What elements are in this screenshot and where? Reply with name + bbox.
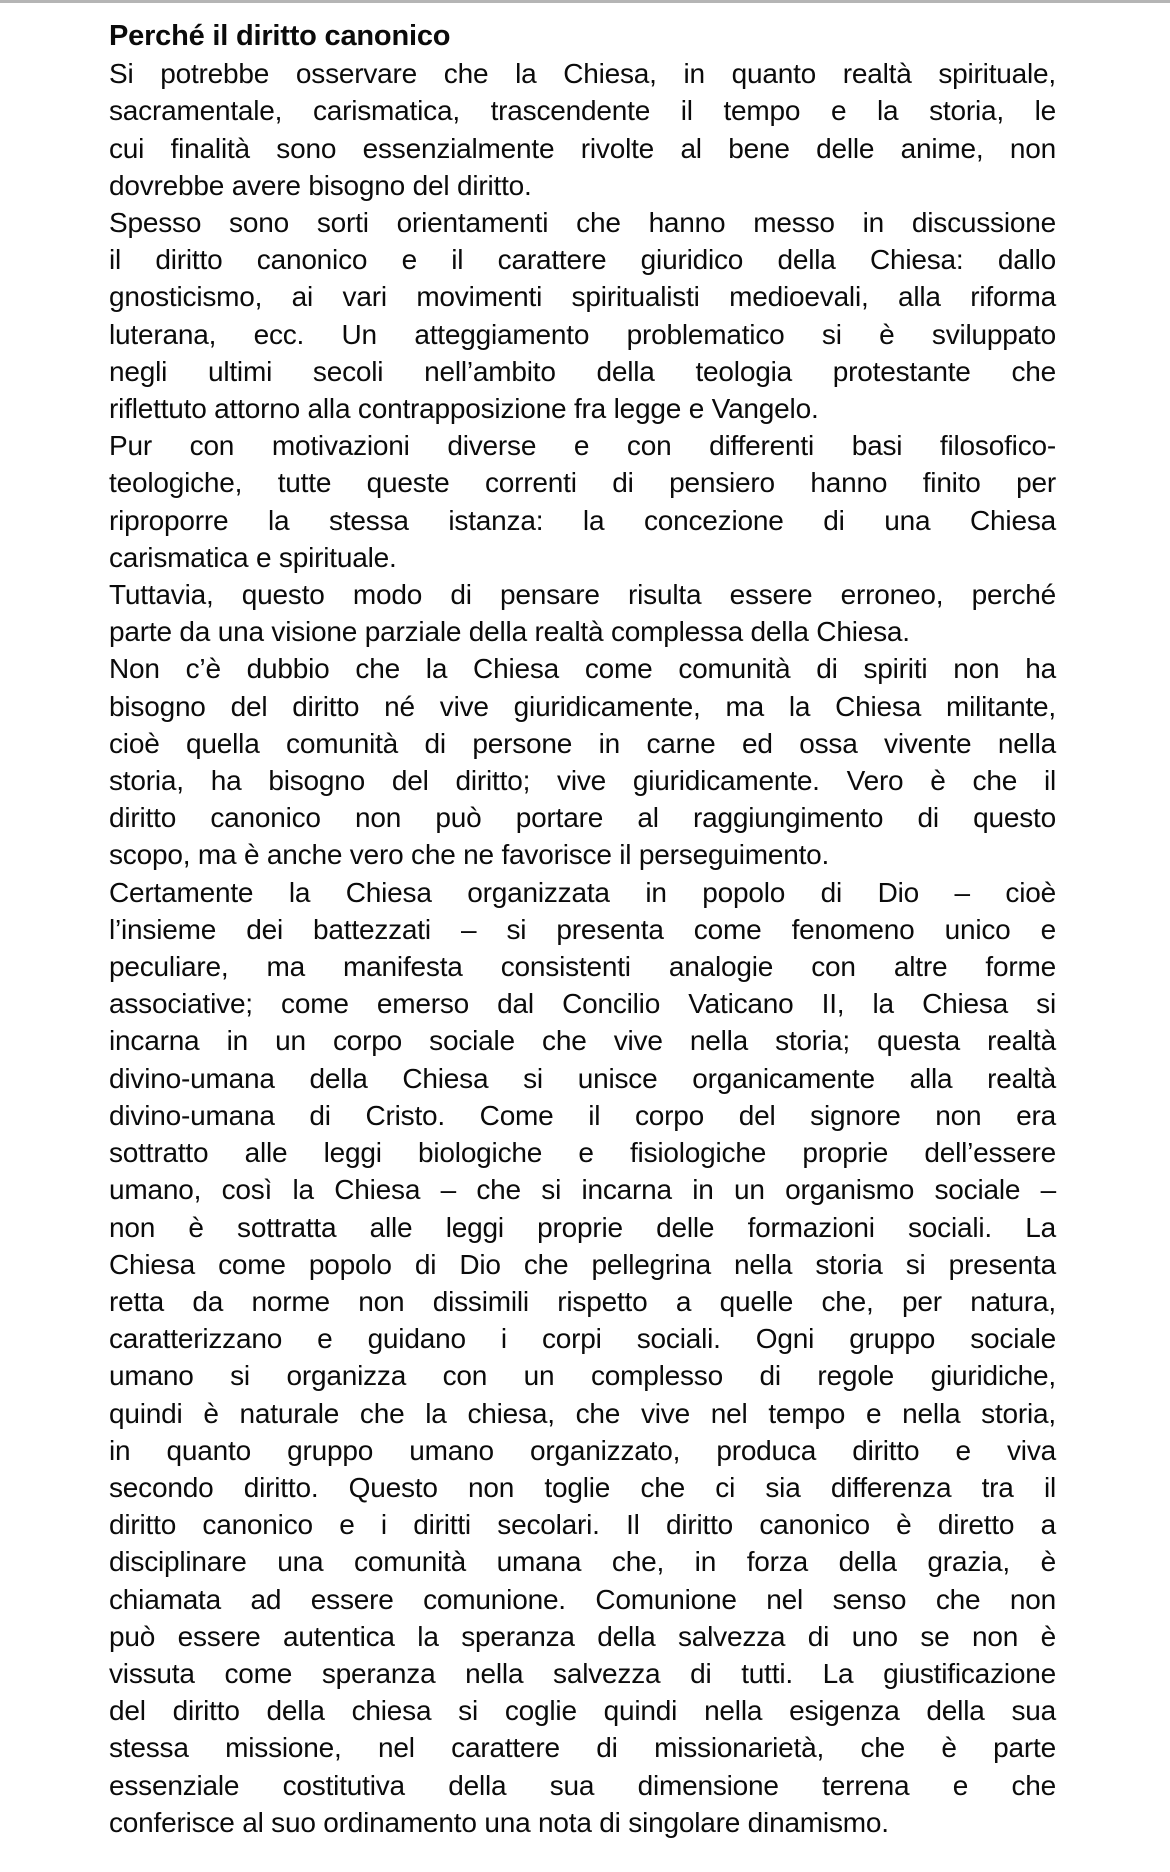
- paragraph: [109, 55, 1056, 204]
- text-line: teologiche, tutte queste correnti di pensiero hanno finito per: [109, 467, 1056, 499]
- text-line: retta da norme non dissimili rispetto a quelle che, per natura,: [109, 1285, 1056, 1317]
- text-line: Pur con motivazioni diverse e con differenti basi filosofico-: [109, 430, 1056, 462]
- paragraph: [109, 576, 1056, 650]
- text-line: non è sottratta alle leggi proprie delle formazioni sociali. La: [109, 1211, 1056, 1243]
- text-line: il diritto canonico e il carattere giuridico della Chiesa: dallo: [109, 244, 1056, 276]
- text-line: umano, così la Chiesa – che si incarna in un organismo sociale –: [109, 1174, 1056, 1206]
- text-line: del diritto della chiesa si coglie quindi nella esigenza della sua: [109, 1695, 1056, 1727]
- paragraph: [109, 204, 1056, 427]
- text-line: vissuta come speranza nella salvezza di tutti. La giustificazione: [109, 1657, 1056, 1689]
- text-line: cioè quella comunità di persone in carne ed ossa vivente nella: [109, 727, 1056, 759]
- text-line: disciplinare una comunità umana che, in forza della grazia, è: [109, 1546, 1056, 1578]
- text-line: secondo diritto. Questo non toglie che ci sia differenza tra il: [109, 1471, 1056, 1503]
- text-line: negli ultimi secoli nell’ambito della teologia protestante che: [109, 355, 1056, 387]
- text-line: Certamente la Chiesa organizzata in popolo di Dio – cioè: [109, 876, 1056, 908]
- text-line: Si potrebbe osservare che la Chiesa, in quanto realtà spirituale,: [109, 58, 1056, 90]
- paragraph: [109, 874, 1056, 1841]
- text-line: carismatica e spirituale.: [109, 541, 397, 573]
- text-line: essenziale costitutiva della sua dimensione terrena e che: [109, 1769, 1056, 1801]
- text-line: Non c’è dubbio che la Chiesa come comunità di spiriti non ha: [109, 653, 1056, 685]
- text-line: gnosticismo, ai vari movimenti spiritualisti medioevali, alla riforma: [109, 281, 1056, 313]
- text-line: umano si organizza con un complesso di regole giuridiche,: [109, 1360, 1056, 1392]
- document-title: Perché il diritto canonico: [109, 20, 451, 52]
- text-line: cui finalità sono essenzialmente rivolte al bene delle anime, non: [109, 132, 1056, 164]
- text-line: dovrebbe avere bisogno del diritto.: [109, 169, 532, 201]
- text-line: divino-umana di Cristo. Come il corpo del signore non era: [109, 1099, 1056, 1131]
- text-line: storia, ha bisogno del diritto; vive giuridicamente. Vero è che il: [109, 765, 1056, 797]
- text-line: parte da una visione parziale della realtà complessa della Chiesa.: [109, 616, 910, 648]
- text-line: scopo, ma è anche vero che ne favorisce il perseguimento.: [109, 839, 830, 871]
- text-line: conferisce al suo ordinamento una nota di singolare dinamismo.: [109, 1806, 889, 1838]
- text-line: diritto canonico non può portare al raggiungimento di questo: [109, 802, 1056, 834]
- text-line: sottratto alle leggi biologiche e fisiologiche proprie dell’essere: [109, 1137, 1056, 1169]
- paragraph: [109, 650, 1056, 873]
- text-line: Chiesa come popolo di Dio che pellegrina nella storia si presenta: [109, 1248, 1056, 1280]
- text-line: sacramentale, carismatica, trascendente il tempo e la storia, le: [109, 95, 1056, 127]
- text-line: quindi è naturale che la chiesa, che vive nel tempo e nella storia,: [109, 1397, 1056, 1429]
- top-edge-bar: [0, 0, 1170, 3]
- text-line: divino-umana della Chiesa si unisce organicamente alla realtà: [109, 1062, 1056, 1094]
- text-line: chiamata ad essere comunione. Comunione nel senso che non: [109, 1583, 1056, 1615]
- paragraph: [109, 427, 1056, 576]
- text-line: stessa missione, nel carattere di missionarietà, che è parte: [109, 1732, 1056, 1764]
- text-line: luterana, ecc. Un atteggiamento problematico si è sviluppato: [109, 318, 1056, 350]
- text-line: l’insieme dei battezzati – si presenta come fenomeno unico e: [109, 913, 1056, 945]
- text-line: può essere autentica la speranza della salvezza di uno se non è: [109, 1620, 1056, 1652]
- text-line: in quanto gruppo umano organizzato, produca diritto e viva: [109, 1434, 1056, 1466]
- text-line: peculiare, ma manifesta consistenti analogie con altre forme: [109, 951, 1056, 983]
- text-line: diritto canonico e i diritti secolari. Il diritto canonico è diretto a: [109, 1509, 1056, 1541]
- text-line: bisogno del diritto né vive giuridicamente, ma la Chiesa militante,: [109, 690, 1056, 722]
- text-line: caratterizzano e guidano i corpi sociali. Ogni gruppo sociale: [109, 1323, 1056, 1355]
- page-content: [109, 18, 1056, 1841]
- text-line: Spesso sono sorti orientamenti che hanno messo in discussione: [109, 207, 1056, 239]
- text-line: Tuttavia, questo modo di pensare risulta essere erroneo, perché: [109, 579, 1056, 611]
- text-line: associative; come emerso dal Concilio Vaticano II, la Chiesa si: [109, 988, 1056, 1020]
- text-line: riflettuto attorno alla contrapposizione fra legge e Vangelo.: [109, 393, 819, 425]
- text-line: riproporre la stessa istanza: la concezione di una Chiesa: [109, 504, 1056, 536]
- document-text: [109, 55, 1056, 1841]
- text-line: incarna in un corpo sociale che vive nella storia; questa realtà: [109, 1025, 1056, 1057]
